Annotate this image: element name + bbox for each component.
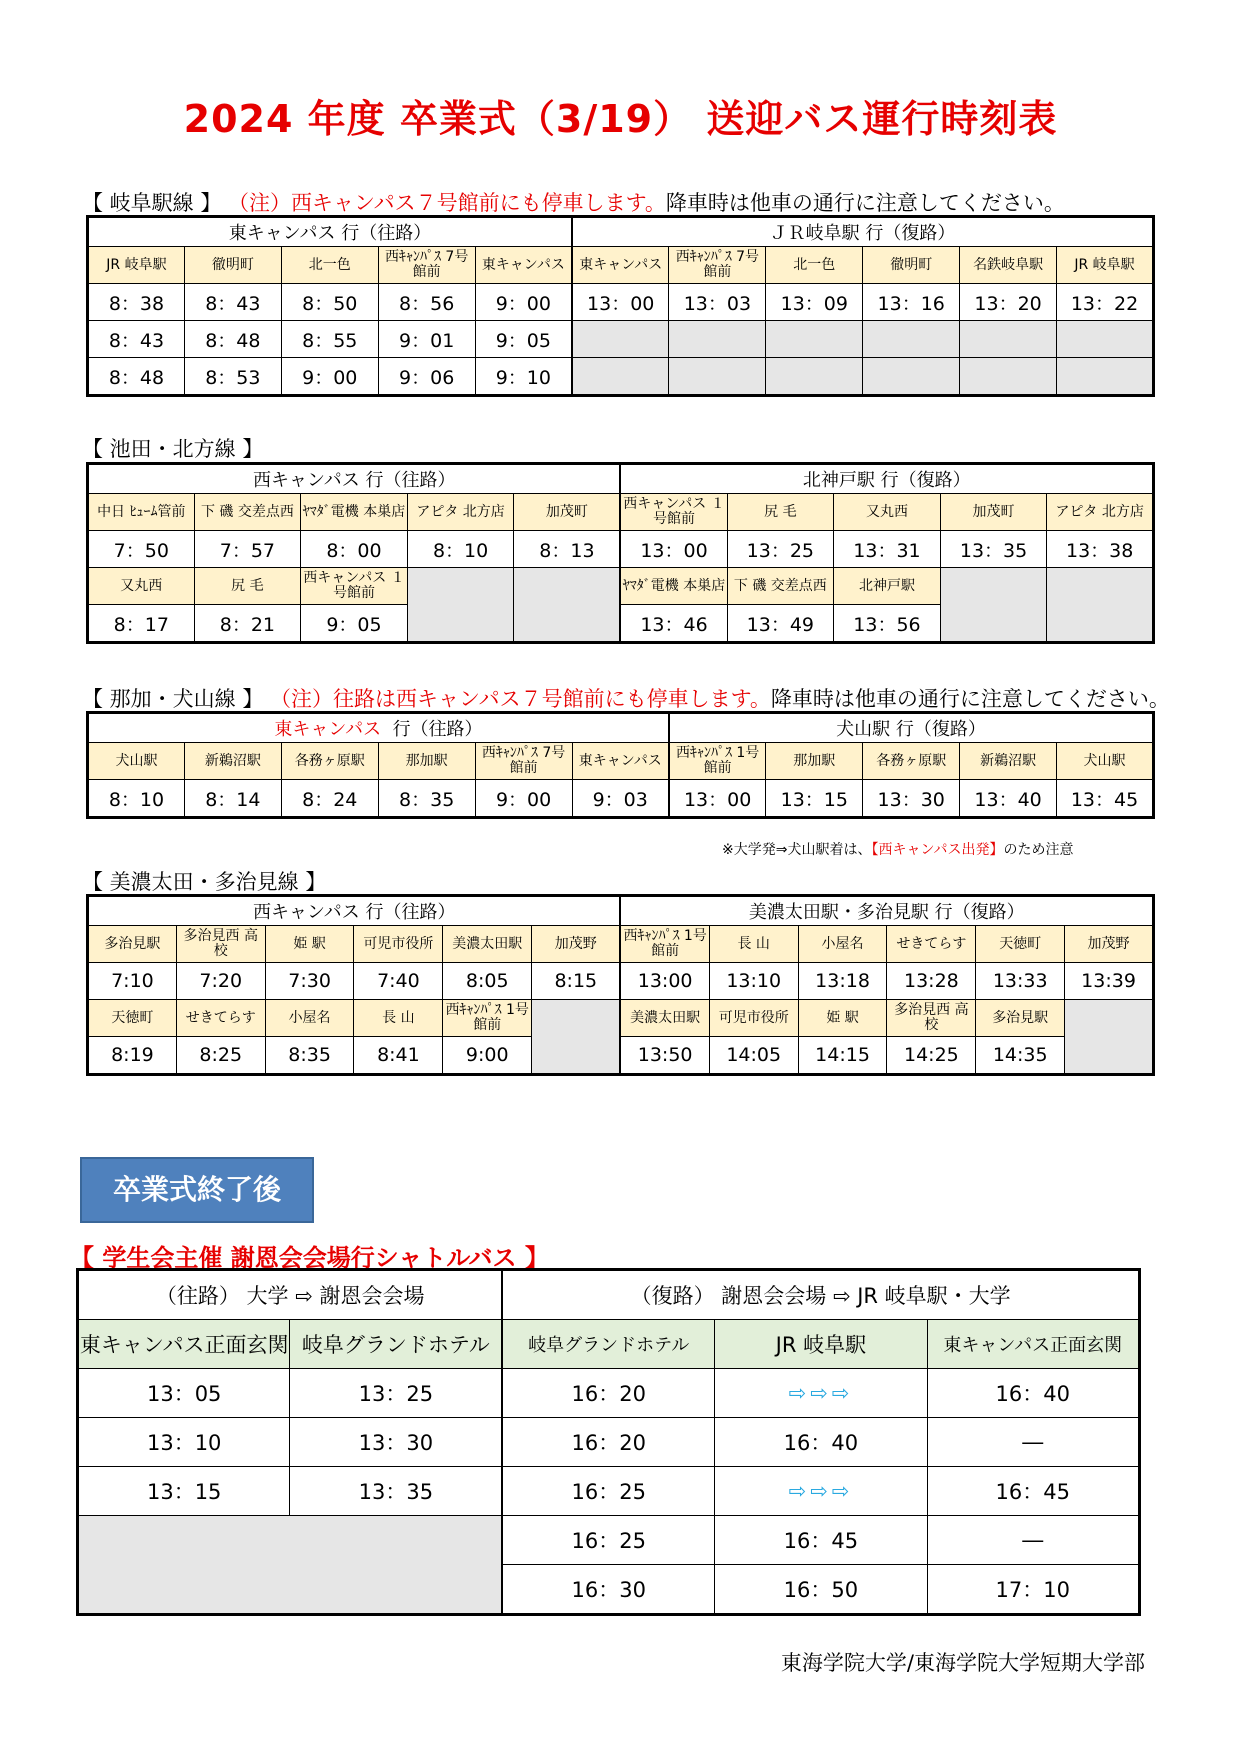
time-cell: 8：24: [281, 780, 378, 818]
shuttle-col-header: 東キャンパス正面玄関: [78, 1320, 290, 1369]
time-cell: 14:35: [976, 1037, 1065, 1075]
stop-name: 犬山駅: [1057, 743, 1154, 780]
stop-name: 下 磯 交差点西: [194, 494, 301, 531]
stop-name: 天徳町: [976, 926, 1065, 963]
time-cell: 13:28: [887, 963, 976, 1000]
stop-name: 中日 ﾋｭｰﾑ管前: [88, 494, 195, 531]
stop-name: 美濃太田駅: [443, 926, 532, 963]
stop-name: 西ｷｬﾝﾊﾟｽ 7号館前: [378, 247, 475, 284]
time-cell: 9：06: [378, 358, 475, 396]
time-cell: 13：46: [620, 605, 727, 643]
stop-name: 西ｷｬﾝﾊﾟｽ 1号館前: [669, 743, 766, 780]
stop-name: 新鵜沼駅: [184, 743, 281, 780]
arrow-right-icon: ⇨⇨⇨: [715, 1369, 927, 1418]
time-cell: 14:05: [709, 1037, 798, 1075]
stop-name: 北神戸駅: [834, 568, 941, 605]
stop-name: せきてらす: [176, 1000, 265, 1037]
time-cell: 16：20: [502, 1418, 714, 1467]
time-cell: 17：10: [927, 1565, 1139, 1615]
time-cell: 8：43: [184, 284, 281, 321]
table-row: [78, 1467, 1140, 1516]
mino-ret-header: 美濃太田駅・多治見駅 行（復路）: [620, 896, 1153, 926]
mino-timetable: [86, 894, 1155, 1076]
stop-name: 下 磯 交差点西: [727, 568, 834, 605]
stop-name: 長 山: [354, 1000, 443, 1037]
time-cell: 9：03: [572, 780, 669, 818]
stop-name: 徹明町: [863, 247, 960, 284]
time-cell: 13：15: [766, 780, 863, 818]
shuttle-ret-header: （復路） 謝恩会会場 ⇨ JR 岐阜駅・大学: [502, 1270, 1139, 1320]
time-cell: 9：00: [475, 284, 572, 321]
naka-timetable: [86, 711, 1155, 819]
time-cell: 16：40: [715, 1418, 927, 1467]
table-row: [78, 1369, 1140, 1418]
time-cell: 8：14: [184, 780, 281, 818]
time-cell: 13：00: [620, 531, 727, 568]
stop-name: 名鉄岐阜駅: [960, 247, 1057, 284]
time-cell: 8:05: [443, 963, 532, 1000]
stop-name: 各務ヶ原駅: [281, 743, 378, 780]
ikeda-out-header: 西キャンパス 行（往路）: [88, 464, 621, 494]
gifu-ret-header: ＪＲ岐阜駅 行（復路）: [572, 217, 1153, 247]
naka-out-header: [88, 713, 669, 743]
ikeda-line-name: 【 池田・北方線 】: [82, 437, 264, 461]
time-cell: 13：00: [669, 780, 766, 818]
naka-out-suffix: 行（往路）: [392, 719, 483, 740]
time-cell: 13：30: [290, 1418, 502, 1467]
table-row: [88, 284, 1154, 321]
time-cell: 14:25: [887, 1037, 976, 1075]
naka-note: 降車時は他車の通行に注意してください。: [770, 687, 1170, 711]
naka-footnote-a: ※大学発⇒犬山駅着は、: [722, 842, 872, 858]
time-cell: 13:10: [709, 963, 798, 1000]
stop-name: JR 岐阜駅: [1057, 247, 1154, 284]
time-cell: 13：31: [834, 531, 941, 568]
time-cell: 7:10: [88, 963, 177, 1000]
time-cell: 9：00: [281, 358, 378, 396]
naka-footnote-red: 【西キャンパス出発】: [871, 842, 1004, 858]
stop-name: 尻 毛: [727, 494, 834, 531]
table-row: [88, 1037, 1154, 1075]
stop-name: 西ｷｬﾝﾊﾟｽ 7号館前: [669, 247, 766, 284]
time-cell: 8:41: [354, 1037, 443, 1075]
shuttle-col-header: 東キャンパス正面玄関: [927, 1320, 1139, 1369]
stop-name: 小屋名: [265, 1000, 354, 1037]
ikeda-ret-header: 北神戸駅 行（復路）: [620, 464, 1153, 494]
time-cell: 13:18: [798, 963, 887, 1000]
time-cell: 16：20: [502, 1369, 714, 1418]
time-cell: 8：50: [281, 284, 378, 321]
after-ceremony-label: 卒業式終了後: [80, 1157, 314, 1223]
shuttle-col-header: JR 岐阜駅: [715, 1320, 927, 1369]
time-cell: 13：45: [1057, 780, 1154, 818]
stop-name: アピタ 北方店: [1047, 494, 1154, 531]
time-cell: 8：48: [88, 358, 185, 396]
time-cell: 13：35: [290, 1467, 502, 1516]
stop-name: 美濃太田駅: [620, 1000, 709, 1037]
time-cell: 13：30: [863, 780, 960, 818]
time-cell: 16：45: [715, 1516, 927, 1565]
time-cell: 13：16: [863, 284, 960, 321]
stop-name: 西キャンパス １号館前: [301, 568, 408, 605]
table-row: [88, 963, 1154, 1000]
time-cell: 13：05: [78, 1369, 290, 1418]
time-cell: 9：10: [475, 358, 572, 396]
stop-name: 又丸西: [88, 568, 195, 605]
gifu-section-heading: [82, 187, 1065, 217]
time-cell: 16：50: [715, 1565, 927, 1615]
time-cell: 14:15: [798, 1037, 887, 1075]
stop-name: 可児市役所: [354, 926, 443, 963]
stop-name: 加茂町: [514, 494, 621, 531]
mino-section-heading: [82, 866, 326, 896]
stop-name: 天徳町: [88, 1000, 177, 1037]
stop-name: 可児市役所: [709, 1000, 798, 1037]
stop-name: 姫 駅: [798, 1000, 887, 1037]
page-title: 2024 年度 卒業式（3/19） 送迎バス運行時刻表: [183, 97, 1058, 141]
mino-out-header: 西キャンパス 行（往路）: [88, 896, 621, 926]
time-cell: 13:50: [620, 1037, 709, 1075]
stop-name: せきてらす: [887, 926, 976, 963]
time-cell: 8：00: [301, 531, 408, 568]
time-cell: 13：22: [1057, 284, 1154, 321]
table-row: [88, 321, 1154, 358]
stop-name: 徹明町: [184, 247, 281, 284]
time-cell: 8:35: [265, 1037, 354, 1075]
stop-name: 多治見駅: [88, 926, 177, 963]
stop-name: 那加駅: [766, 743, 863, 780]
gifu-note: 降車時は他車の通行に注意してください。: [665, 191, 1065, 215]
stop-name: 多治見西 高校: [176, 926, 265, 963]
stop-name: 那加駅: [378, 743, 475, 780]
stop-name: 多治見西 高校: [887, 1000, 976, 1037]
time-cell: 7:40: [354, 963, 443, 1000]
gifu-timetable: [86, 215, 1155, 397]
gifu-line-name: 【 岐阜駅線 】: [82, 191, 222, 215]
stop-name: 北一色: [766, 247, 863, 284]
gifu-out-header: 東キャンパス 行（往路）: [88, 217, 573, 247]
stop-name: 加茂町: [940, 494, 1047, 531]
time-cell: 13：25: [727, 531, 834, 568]
time-cell: 13：56: [834, 605, 941, 643]
time-cell: 13：49: [727, 605, 834, 643]
time-cell: 9:00: [443, 1037, 532, 1075]
table-row: [88, 358, 1154, 396]
stop-name: 各務ヶ原駅: [863, 743, 960, 780]
time-cell: 8:19: [88, 1037, 177, 1075]
stop-name: 長 山: [709, 926, 798, 963]
shuttle-col-header: 岐阜グランドホテル: [502, 1320, 714, 1369]
time-cell: 16：25: [502, 1467, 714, 1516]
ikeda-timetable: [86, 462, 1155, 644]
shuttle-col-header: 岐阜グランドホテル: [290, 1320, 502, 1369]
time-cell: 8：43: [88, 321, 185, 358]
time-cell: 8：56: [378, 284, 475, 321]
stop-name: 東キャンパス: [475, 247, 572, 284]
mino-line-name: 【 美濃太田・多治見線 】: [82, 870, 327, 894]
shuttle-section-title: 【 学生会主催 謝恩会会場行シャトルバス 】: [70, 1244, 549, 1272]
stop-name: 姫 駅: [265, 926, 354, 963]
time-cell: 8：10: [407, 531, 514, 568]
time-cell: 16：30: [502, 1565, 714, 1615]
time-cell: 13：03: [669, 284, 766, 321]
time-cell: 9：05: [301, 605, 408, 643]
time-cell: 13：10: [78, 1418, 290, 1467]
time-cell: 13：40: [960, 780, 1057, 818]
naka-ret-header: 犬山駅 行（復路）: [669, 713, 1154, 743]
stop-name: 西ｷｬﾝﾊﾟｽ 7号館前: [475, 743, 572, 780]
stop-name: 小屋名: [798, 926, 887, 963]
time-cell: 9：05: [475, 321, 572, 358]
time-cell: 13：25: [290, 1369, 502, 1418]
stop-name: 犬山駅: [88, 743, 185, 780]
footer-organization: 東海学院大学/東海学院大学短期大学部: [780, 1651, 1145, 1675]
time-cell: 13：38: [1047, 531, 1154, 568]
time-cell: 13：15: [78, 1467, 290, 1516]
time-cell: 8：21: [194, 605, 301, 643]
naka-line-name: 【 那加・犬山線 】: [82, 687, 264, 711]
time-cell: 7：50: [88, 531, 195, 568]
naka-section-heading: [82, 683, 1170, 713]
stop-name: 又丸西: [834, 494, 941, 531]
time-cell: 8：13: [514, 531, 621, 568]
time-cell: 7:20: [176, 963, 265, 1000]
stop-name: 西ｷｬﾝﾊﾟｽ 1号館前: [620, 926, 709, 963]
time-cell: 8：17: [88, 605, 195, 643]
stop-name: ﾔﾏﾀﾞ電機 本巣店: [301, 494, 408, 531]
time-cell: 13:33: [976, 963, 1065, 1000]
time-cell: 8:15: [532, 963, 621, 1000]
stop-name: 西キャンパス １号館前: [620, 494, 727, 531]
time-cell: ―: [927, 1418, 1139, 1467]
naka-note-red: （注）往路は西キャンパス７号館前にも停車します。: [270, 687, 771, 711]
stop-name: 西ｷｬﾝﾊﾟｽ 1号館前: [443, 1000, 532, 1037]
time-cell: 8：35: [378, 780, 475, 818]
time-cell: 8：55: [281, 321, 378, 358]
time-cell: 8：10: [88, 780, 185, 818]
time-cell: 13:00: [620, 963, 709, 1000]
stop-name: 北一色: [281, 247, 378, 284]
time-cell: 8:25: [176, 1037, 265, 1075]
shuttle-out-header: （往路） 大学 ⇨ 謝恩会会場: [78, 1270, 503, 1320]
stop-name: JR 岐阜駅: [88, 247, 185, 284]
time-cell: ―: [927, 1516, 1139, 1565]
time-cell: 9：01: [378, 321, 475, 358]
time-cell: 8：53: [184, 358, 281, 396]
time-cell: 16：25: [502, 1516, 714, 1565]
time-cell: 9：00: [475, 780, 572, 818]
arrow-right-icon: ⇨⇨⇨: [715, 1467, 927, 1516]
naka-out-dest: 東キャンパス: [274, 719, 382, 740]
table-row: [88, 531, 1154, 568]
stop-name: 加茂野: [532, 926, 621, 963]
time-cell: 13：35: [940, 531, 1047, 568]
time-cell: 7：57: [194, 531, 301, 568]
stop-name: 新鵜沼駅: [960, 743, 1057, 780]
time-cell: 13:39: [1065, 963, 1154, 1000]
gifu-note-red: （注）西キャンパス７号館前にも停車します。: [228, 191, 666, 215]
naka-footnote-b: のため注意: [1003, 842, 1074, 858]
time-cell: 8：38: [88, 284, 185, 321]
table-row: [78, 1418, 1140, 1467]
stop-name: 尻 毛: [194, 568, 301, 605]
time-cell: 13：09: [766, 284, 863, 321]
stop-name: 加茂野: [1065, 926, 1154, 963]
time-cell: 8：48: [184, 321, 281, 358]
shuttle-timetable: [76, 1268, 1141, 1616]
time-cell: 16：40: [927, 1369, 1139, 1418]
time-cell: 13：20: [960, 284, 1057, 321]
ikeda-section-heading: [82, 433, 263, 463]
time-cell: 13：00: [572, 284, 669, 321]
stop-name: 東キャンパス: [572, 743, 669, 780]
stop-name: ﾔﾏﾀﾞ電機 本巣店: [620, 568, 727, 605]
stop-name: アピタ 北方店: [407, 494, 514, 531]
table-row: [78, 1516, 1140, 1565]
time-cell: 16：45: [927, 1467, 1139, 1516]
naka-footnote: [722, 839, 1074, 859]
stop-name: 東キャンパス: [572, 247, 669, 284]
stop-name: 多治見駅: [976, 1000, 1065, 1037]
table-row: [88, 780, 1154, 818]
time-cell: 7:30: [265, 963, 354, 1000]
